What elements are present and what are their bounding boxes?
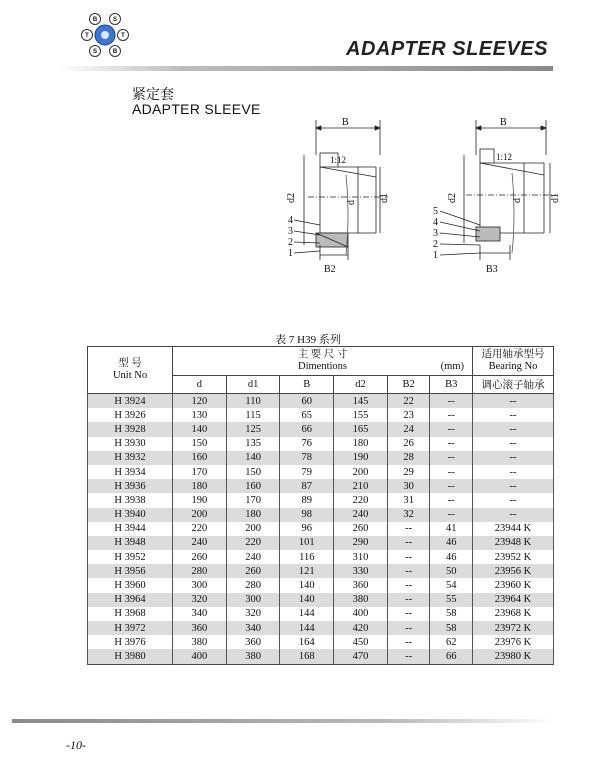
table-cell: 29 (387, 465, 430, 479)
table-cell: 240 (226, 550, 280, 564)
table-cell: 220 (173, 522, 227, 536)
table-row (88, 493, 554, 507)
label-1: 1 (288, 248, 293, 259)
label-2: 2 (433, 239, 438, 250)
table-cell: 140 (226, 451, 280, 465)
table-cell: 125 (226, 422, 280, 436)
bearing-no-header (473, 347, 554, 376)
table-cell: 28 (387, 451, 430, 465)
table-cell: H 3980 (88, 649, 173, 664)
table-cell: -- (473, 451, 554, 465)
table-cell: 400 (173, 649, 227, 664)
table-cell: 150 (173, 437, 227, 451)
table-cell: 23968 K (473, 607, 554, 621)
table-cell: 24 (387, 422, 430, 436)
label-B2: B2 (324, 264, 336, 275)
col-header-B: B (280, 376, 334, 394)
table-cell: 310 (334, 550, 388, 564)
table-cell: 260 (226, 564, 280, 578)
col-header-d: d (173, 376, 227, 394)
table-cell: -- (387, 522, 430, 536)
table-cell: 380 (173, 635, 227, 649)
table-cell: -- (387, 550, 430, 564)
table-cell: -- (430, 422, 473, 436)
table-cell: 170 (173, 465, 227, 479)
table-cell: -- (387, 635, 430, 649)
col-header-d2: d2 (334, 376, 388, 394)
table-cell: -- (430, 408, 473, 422)
table-cell: 420 (334, 621, 388, 635)
table-cell: -- (473, 408, 554, 422)
table-cell: 23964 K (473, 593, 554, 607)
table-row (88, 508, 554, 522)
col-header-B2: B2 (387, 376, 430, 394)
table-cell: 260 (334, 522, 388, 536)
table-cell: 180 (173, 479, 227, 493)
table-cell: 55 (430, 593, 473, 607)
label-d1: d1 (550, 193, 561, 203)
table-cell: -- (473, 479, 554, 493)
table-cell: 62 (430, 635, 473, 649)
table-cell: -- (473, 394, 554, 409)
table-cell: 165 (334, 422, 388, 436)
table-cell: 160 (173, 451, 227, 465)
table-cell: 22 (387, 394, 430, 409)
table-cell: 240 (173, 536, 227, 550)
table-cell: 360 (226, 635, 280, 649)
table-cell: 79 (280, 465, 334, 479)
unit-no-header-cn: 型 号 (118, 358, 142, 369)
h39-series-table (87, 346, 554, 665)
logo-letter: T (85, 33, 89, 39)
table-cell: 30 (387, 479, 430, 493)
table-row (88, 422, 554, 436)
table-cell: 450 (334, 635, 388, 649)
table-cell: 23 (387, 408, 430, 422)
dimensions-header (173, 347, 473, 376)
table-row (88, 394, 554, 409)
table-cell: 89 (280, 493, 334, 507)
label-4: 4 (288, 215, 293, 226)
dimensions-header-en: Dimentions (298, 361, 347, 372)
table-cell: -- (430, 394, 473, 409)
label-B3: B3 (486, 264, 498, 275)
table-cell: 330 (334, 564, 388, 578)
label-2: 2 (288, 237, 293, 248)
table-row (88, 479, 554, 493)
drawing-right (433, 117, 561, 275)
table-cell: -- (473, 437, 554, 451)
table-cell: 290 (334, 536, 388, 550)
table-cell: -- (387, 649, 430, 664)
table-cell: H 3964 (88, 593, 173, 607)
table-cell: 76 (280, 437, 334, 451)
table-row (88, 649, 554, 664)
bst-logo (80, 10, 130, 60)
table-cell: 150 (226, 465, 280, 479)
table-cell: H 3934 (88, 465, 173, 479)
table-cell: 120 (173, 394, 227, 409)
table-cell: H 3932 (88, 451, 173, 465)
table-cell: -- (387, 607, 430, 621)
table-cell: 180 (334, 437, 388, 451)
table-cell: 220 (226, 536, 280, 550)
table-cell: 168 (280, 649, 334, 664)
table-cell: -- (430, 508, 473, 522)
label-taper: 1:12 (496, 152, 513, 162)
table-row (88, 465, 554, 479)
table-cell: H 3928 (88, 422, 173, 436)
bearing-type-header: 调心滚子轴承 (473, 376, 554, 394)
label-1: 1 (433, 250, 438, 261)
table-cell: -- (473, 422, 554, 436)
table-cell: -- (430, 465, 473, 479)
table-cell: H 3930 (88, 437, 173, 451)
unit-no-header-en: Unit No (112, 370, 148, 381)
subtitle-cn: 紧定套 (132, 88, 174, 103)
table-cell: 87 (280, 479, 334, 493)
table-cell: 180 (226, 508, 280, 522)
table-cell: H 3960 (88, 578, 173, 592)
table-cell: 200 (334, 465, 388, 479)
table-cell: 280 (173, 564, 227, 578)
table-caption: 表 7 H39 系列 (275, 334, 341, 346)
table-cell: 240 (334, 508, 388, 522)
table-cell: 23956 K (473, 564, 554, 578)
table-cell: -- (387, 536, 430, 550)
table-cell: 46 (430, 550, 473, 564)
label-d2: d2 (447, 193, 458, 203)
table-cell: H 3952 (88, 550, 173, 564)
adapter-sleeve-drawing (280, 115, 570, 285)
table-cell: 210 (334, 479, 388, 493)
label-d: d (512, 198, 523, 203)
label-d1: d1 (379, 193, 390, 203)
table-cell: 46 (430, 536, 473, 550)
table-cell: 23952 K (473, 550, 554, 564)
table-cell: -- (473, 493, 554, 507)
table-cell: 260 (173, 550, 227, 564)
table-cell: H 3938 (88, 493, 173, 507)
table-row (88, 437, 554, 451)
col-header-d1: d1 (226, 376, 280, 394)
table-cell: -- (430, 437, 473, 451)
table-cell: 190 (334, 451, 388, 465)
table-cell: 32 (387, 508, 430, 522)
table-cell: 135 (226, 437, 280, 451)
table-row (88, 564, 554, 578)
table-cell: 130 (173, 408, 227, 422)
table-cell: 140 (280, 578, 334, 592)
table-cell: 140 (173, 422, 227, 436)
table-cell: 41 (430, 522, 473, 536)
table-cell: 145 (334, 394, 388, 409)
table-cell: H 3976 (88, 635, 173, 649)
table-row (88, 522, 554, 536)
table-cell: 400 (334, 607, 388, 621)
table-cell: 140 (280, 593, 334, 607)
table-cell: 50 (430, 564, 473, 578)
table-row (88, 621, 554, 635)
table-cell: H 3956 (88, 564, 173, 578)
page-title: ADAPTER SLEEVES (346, 38, 548, 60)
table-row (88, 635, 554, 649)
table-cell: 470 (334, 649, 388, 664)
table-cell: 200 (226, 522, 280, 536)
label-B: B (342, 117, 349, 128)
table-cell: -- (430, 479, 473, 493)
table-cell: 320 (226, 607, 280, 621)
table-row (88, 593, 554, 607)
table-cell: -- (387, 564, 430, 578)
table-cell: 144 (280, 621, 334, 635)
label-d: d (346, 200, 357, 205)
table-cell: 78 (280, 451, 334, 465)
table-cell: 144 (280, 607, 334, 621)
table-cell: 116 (280, 550, 334, 564)
logo-letter: B (92, 17, 98, 23)
table-cell: 101 (280, 536, 334, 550)
table-cell: 98 (280, 508, 334, 522)
table-cell: 96 (280, 522, 334, 536)
table-cell: 26 (387, 437, 430, 451)
table-cell: 190 (173, 493, 227, 507)
table-cell: H 3944 (88, 522, 173, 536)
table-row (88, 607, 554, 621)
table-row (88, 550, 554, 564)
table-cell: 340 (173, 607, 227, 621)
table-cell: 220 (334, 493, 388, 507)
drawing-left (286, 117, 390, 275)
page-number: -10- (66, 738, 86, 752)
table-cell: 360 (334, 578, 388, 592)
dimensions-unit: (mm) (440, 361, 464, 372)
table-cell: 23948 K (473, 536, 554, 550)
bearing-no-header-en: Bearing No (488, 361, 538, 372)
label-5: 5 (433, 206, 438, 217)
logo-letter: S (92, 49, 98, 55)
table-cell: 54 (430, 578, 473, 592)
table-cell: 60 (280, 394, 334, 409)
table-cell: 65 (280, 408, 334, 422)
table-cell: 58 (430, 621, 473, 635)
header-divider (58, 66, 553, 71)
table-cell: H 3936 (88, 479, 173, 493)
table-cell: H 3948 (88, 536, 173, 550)
label-4: 4 (433, 217, 438, 228)
table-cell: 164 (280, 635, 334, 649)
logo-letter: T (121, 33, 125, 39)
table-cell: 200 (173, 508, 227, 522)
table-cell: -- (473, 465, 554, 479)
table-cell: -- (430, 451, 473, 465)
table-row (88, 578, 554, 592)
table-row (88, 408, 554, 422)
bearing-no-header-cn: 适用轴承型号 (481, 349, 545, 360)
table-cell: 110 (226, 394, 280, 409)
logo-letter: B (112, 49, 118, 55)
table-cell: 23980 K (473, 649, 554, 664)
table-cell: 23976 K (473, 635, 554, 649)
label-3: 3 (288, 226, 293, 237)
logo-letter: S (112, 17, 118, 23)
subtitle-en: ADAPTER SLEEVE (132, 101, 261, 117)
table-cell: H 3924 (88, 394, 173, 409)
table-cell: 23944 K (473, 522, 554, 536)
dimensions-header-cn: 主 要 尺 寸 (297, 349, 348, 360)
table-cell: H 3972 (88, 621, 173, 635)
table-cell: -- (430, 493, 473, 507)
footer-divider (12, 719, 557, 723)
table-cell: 320 (173, 593, 227, 607)
table-cell: H 3926 (88, 408, 173, 422)
label-B: B (500, 117, 507, 128)
table-cell: 23972 K (473, 621, 554, 635)
unit-no-header (88, 347, 173, 394)
table-cell: 115 (226, 408, 280, 422)
table-cell: 360 (173, 621, 227, 635)
table-cell: 155 (334, 408, 388, 422)
table-cell: 170 (226, 493, 280, 507)
label-3: 3 (433, 228, 438, 239)
table-cell: 340 (226, 621, 280, 635)
table-cell: 380 (226, 649, 280, 664)
table-cell: 58 (430, 607, 473, 621)
table-cell: 23960 K (473, 578, 554, 592)
table-cell: 160 (226, 479, 280, 493)
col-header-B3: B3 (430, 376, 473, 394)
table-cell: 300 (226, 593, 280, 607)
table-cell: -- (387, 593, 430, 607)
table-cell: 380 (334, 593, 388, 607)
label-d2: d2 (286, 193, 297, 203)
table-cell: 66 (280, 422, 334, 436)
label-taper: 1:12 (330, 155, 347, 165)
table-cell: 300 (173, 578, 227, 592)
table-cell: 121 (280, 564, 334, 578)
table-row (88, 536, 554, 550)
table-cell: 66 (430, 649, 473, 664)
table-row (88, 451, 554, 465)
table-cell: 280 (226, 578, 280, 592)
table-cell: H 3940 (88, 508, 173, 522)
table-cell: H 3968 (88, 607, 173, 621)
table-body (88, 394, 554, 665)
table-cell: -- (387, 621, 430, 635)
table-cell: 31 (387, 493, 430, 507)
table-cell: -- (473, 508, 554, 522)
table-cell: -- (387, 578, 430, 592)
